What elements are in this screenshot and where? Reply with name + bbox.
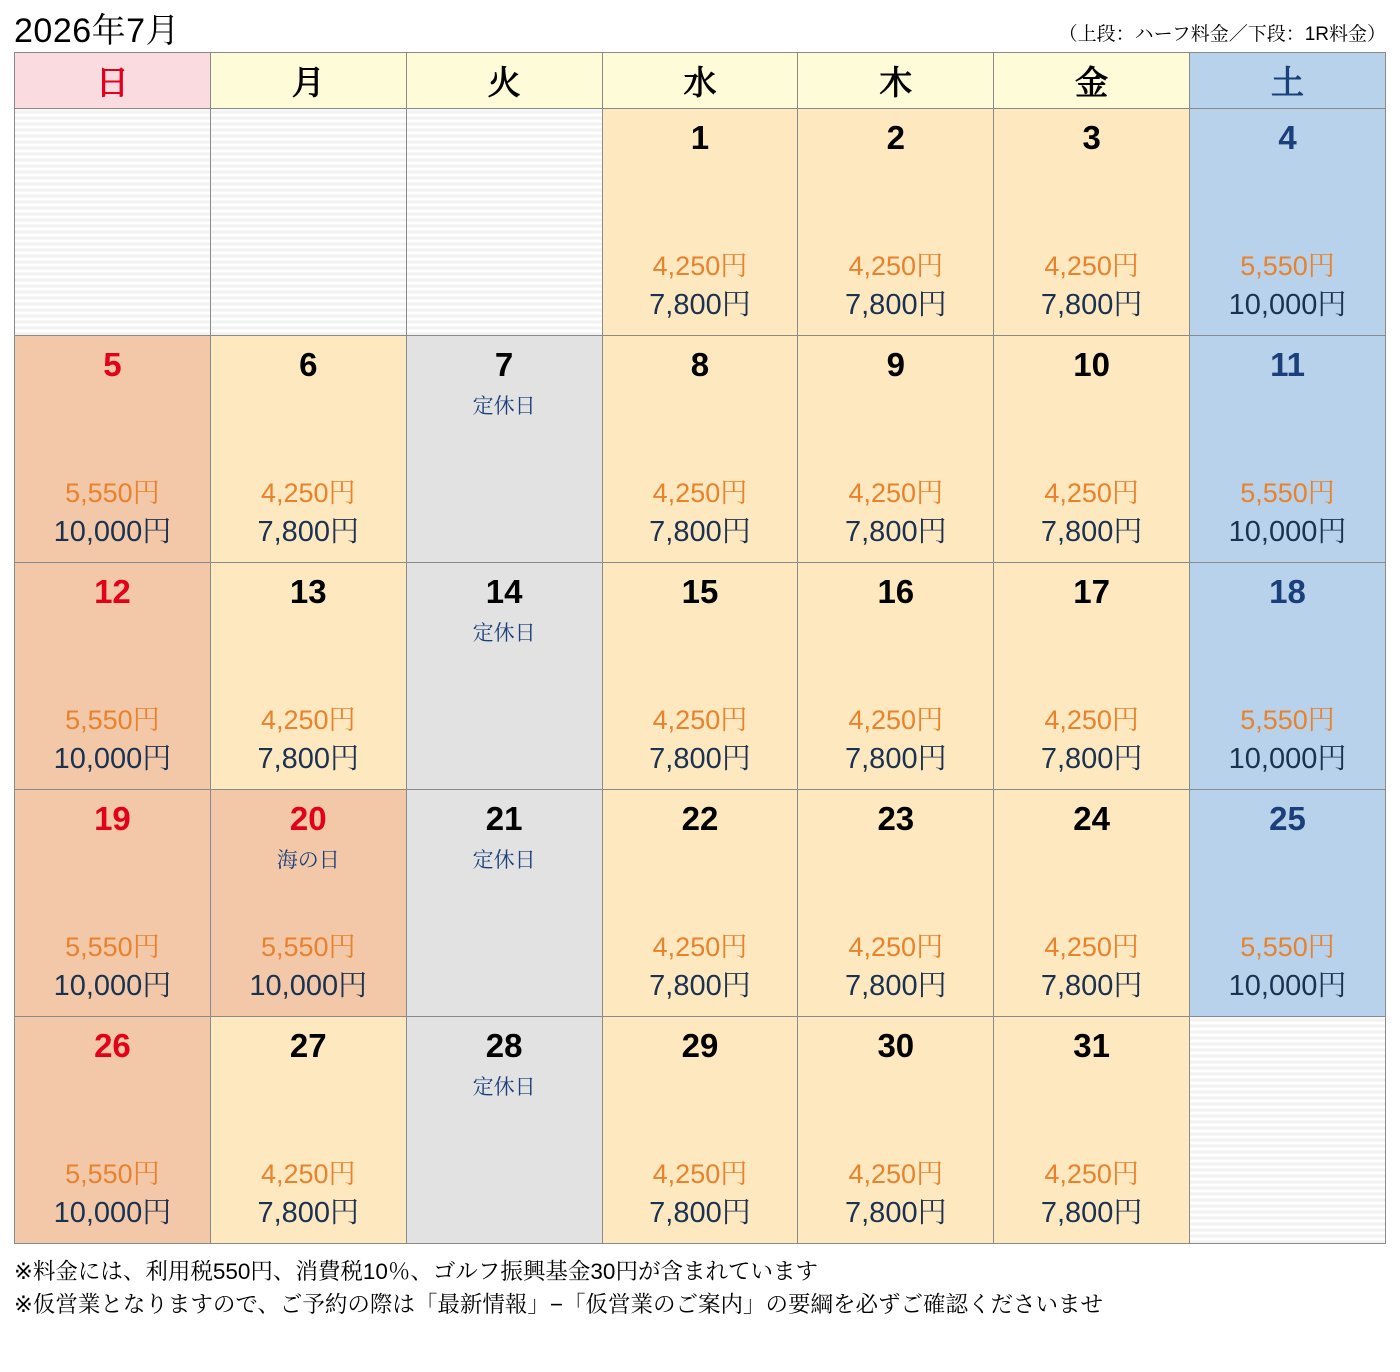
half-round-price: 4,250円 [848,1158,944,1189]
price-group [798,247,993,325]
full-round-price: 7,800円 [1040,288,1143,321]
half-round-price: 5,550円 [1240,477,1335,508]
price-group [211,701,406,779]
price-group [1190,928,1385,1006]
day-number: 5 [103,346,122,383]
closed-day-label: 定休日 [472,849,536,872]
price-group [603,474,798,552]
half-round-price: 4,250円 [848,250,944,281]
price-group [994,474,1189,552]
calendar-day-cell[interactable] [798,563,994,790]
price-group [15,928,210,1006]
full-round-price: 7,800円 [257,742,360,775]
price-group [603,701,798,779]
calendar-day-cell[interactable] [994,109,1190,336]
price-group [211,928,406,1006]
closed-day-label: 定休日 [472,622,536,645]
full-round-price: 7,800円 [1040,515,1143,548]
weekday-header-row [15,53,1386,109]
closed-day-label: 定休日 [472,395,536,418]
day-number: 17 [1073,573,1110,610]
price-group [1190,474,1385,552]
full-round-price: 10,000円 [1228,969,1347,1002]
half-round-price: 5,550円 [65,1158,160,1189]
half-round-price: 5,550円 [260,931,356,962]
full-round-price: 7,800円 [845,288,947,321]
half-round-price: 4,250円 [652,250,748,281]
full-round-price: 7,800円 [649,515,751,548]
calendar-day-cell[interactable] [1190,790,1386,1017]
half-round-price: 4,250円 [1044,1158,1139,1189]
price-calendar-table [14,52,1386,1244]
calendar-day-cell[interactable] [994,336,1190,563]
half-round-price: 5,550円 [65,931,160,962]
day-number: 14 [485,573,523,610]
closed-day-label: 定休日 [472,1076,536,1099]
day-number: 12 [94,573,131,610]
day-number: 19 [94,800,131,837]
half-round-price: 4,250円 [1044,477,1139,508]
footer-notes [14,1256,1386,1321]
half-round-price: 4,250円 [1044,250,1139,281]
calendar-day-cell[interactable] [602,109,798,336]
price-group [798,928,993,1006]
day-number: 2 [886,119,905,156]
half-round-price: 4,250円 [1044,704,1139,735]
day-number: 24 [1073,800,1110,837]
full-round-price: 10,000円 [53,742,172,775]
calendar-day-cell[interactable] [210,1017,406,1244]
price-group [211,1155,406,1233]
calendar-week-row [15,563,1386,790]
calendar-day-cell[interactable] [1190,336,1386,563]
half-round-price: 4,250円 [260,1158,356,1189]
day-number: 25 [1269,800,1306,837]
weekday-header-thu: 木 [798,53,994,109]
half-round-price: 4,250円 [652,477,748,508]
day-number: 28 [485,1027,523,1064]
price-group [994,247,1189,325]
full-round-price: 10,000円 [1228,515,1347,548]
day-number: 1 [690,119,710,156]
calendar-day-cell[interactable] [602,336,798,563]
price-group [603,247,798,325]
calendar-cell-empty [1190,1017,1386,1244]
calendar-header [0,0,1400,52]
calendar-day-cell[interactable] [15,336,211,563]
price-group [798,474,993,552]
price-group [15,701,210,779]
calendar-cell-empty [210,109,406,336]
calendar-day-cell[interactable] [1190,563,1386,790]
half-round-price: 5,550円 [1240,704,1335,735]
calendar-week-row [15,1017,1386,1244]
day-number: 20 [289,800,327,837]
half-round-price: 4,250円 [848,931,944,962]
full-round-price: 7,800円 [649,742,751,775]
footer-note-tax: ※料金には、利用税550円、消費税10％、ゴルフ振興基金30円が含まれています [14,1259,818,1284]
full-round-price: 7,800円 [649,969,751,1002]
half-round-price: 4,250円 [1044,931,1139,962]
full-round-price: 7,800円 [649,288,751,321]
price-group [15,1155,210,1233]
price-group [994,928,1189,1006]
price-legend-note: （上段：ハーフ料金／下段：1R料金） [1058,24,1386,45]
calendar-day-cell[interactable] [15,790,211,1017]
full-round-price: 10,000円 [53,969,172,1002]
half-round-price: 5,550円 [1240,250,1335,281]
calendar-day-cell[interactable] [406,1017,602,1244]
calendar-day-cell[interactable] [15,1017,211,1244]
day-number: 27 [289,1027,327,1064]
price-group [994,701,1189,779]
half-round-price: 4,250円 [652,1158,748,1189]
calendar-day-cell[interactable] [798,109,994,336]
full-round-price: 7,800円 [1040,742,1143,775]
weekday-header-wed: 水 [602,53,798,109]
weekday-header-sat: 土 [1190,53,1386,109]
calendar-day-cell[interactable] [798,336,994,563]
weekday-header-sun: 日 [15,53,211,109]
half-round-price: 5,550円 [65,704,160,735]
full-round-price: 10,000円 [53,515,172,548]
calendar-cell-empty [406,109,602,336]
day-number: 30 [877,1027,915,1064]
day-number: 13 [289,573,327,610]
day-number: 21 [485,800,523,837]
price-group [994,1155,1189,1233]
half-round-price: 5,550円 [1240,931,1335,962]
full-round-price: 7,800円 [845,742,947,775]
day-number: 18 [1269,573,1306,610]
full-round-price: 7,800円 [1040,1196,1143,1229]
calendar-day-cell[interactable] [798,1017,994,1244]
full-round-price: 10,000円 [53,1196,172,1229]
day-number: 15 [681,573,719,610]
half-round-price: 4,250円 [652,931,748,962]
half-round-price: 4,250円 [260,704,356,735]
weekday-header-tue: 火 [406,53,602,109]
full-round-price: 7,800円 [257,1196,360,1229]
calendar-week-row [15,336,1386,563]
full-round-price: 7,800円 [845,969,947,1002]
weekday-header-fri: 金 [994,53,1190,109]
holiday-name-label: 海の日 [276,849,340,872]
page-title: 2026年7月 [14,12,181,50]
footer-note-provisional: ※仮営業となりますので、ご予約の際は「最新情報」−「仮営業のご案内」の要綱を必ずご確認くださいませ [14,1291,1104,1317]
day-number: 3 [1082,119,1101,156]
calendar-day-cell[interactable] [602,563,798,790]
calendar-day-cell[interactable] [406,790,602,1017]
day-number: 7 [494,346,514,383]
calendar-day-cell[interactable] [994,563,1190,790]
half-round-price: 5,550円 [65,477,160,508]
calendar-day-cell[interactable] [210,790,406,1017]
full-round-price: 7,800円 [1040,969,1143,1002]
day-number: 11 [1270,346,1305,383]
price-group [15,474,210,552]
calendar-day-cell[interactable] [210,336,406,563]
full-round-price: 10,000円 [1228,742,1347,775]
price-group [1190,701,1385,779]
half-round-price: 4,250円 [848,477,944,508]
day-number: 22 [681,800,719,837]
half-round-price: 4,250円 [652,704,748,735]
price-group [603,928,798,1006]
half-round-price: 4,250円 [848,704,944,735]
price-group [798,701,993,779]
calendar-cell-empty [15,109,211,336]
day-number: 29 [681,1027,719,1064]
calendar-day-cell[interactable] [406,563,602,790]
day-number: 9 [886,346,905,383]
day-number: 31 [1073,1027,1110,1064]
full-round-price: 10,000円 [249,969,368,1002]
calendar-day-cell[interactable] [210,563,406,790]
calendar-week-row [15,109,1386,336]
price-group [211,474,406,552]
day-number: 4 [1278,119,1297,156]
day-number: 10 [1073,346,1110,383]
calendar-day-cell[interactable] [994,1017,1190,1244]
price-group [603,1155,798,1233]
day-number: 6 [299,346,318,383]
calendar-day-cell[interactable] [406,336,602,563]
calendar-day-cell[interactable] [15,563,211,790]
price-group [798,1155,993,1233]
full-round-price: 7,800円 [649,1196,751,1229]
day-number: 8 [690,346,710,383]
day-number: 26 [94,1027,131,1064]
calendar-day-cell[interactable] [798,790,994,1017]
calendar-day-cell[interactable] [1190,109,1386,336]
calendar-day-cell[interactable] [602,790,798,1017]
calendar-week-row [15,790,1386,1017]
price-group [1190,247,1385,325]
calendar-day-cell[interactable] [994,790,1190,1017]
half-round-price: 4,250円 [260,477,356,508]
weekday-header-mon: 月 [210,53,406,109]
day-number: 16 [877,573,915,610]
calendar-day-cell[interactable] [602,1017,798,1244]
full-round-price: 10,000円 [1228,288,1347,321]
full-round-price: 7,800円 [257,515,360,548]
full-round-price: 7,800円 [845,515,947,548]
full-round-price: 7,800円 [845,1196,947,1229]
day-number: 23 [877,800,915,837]
